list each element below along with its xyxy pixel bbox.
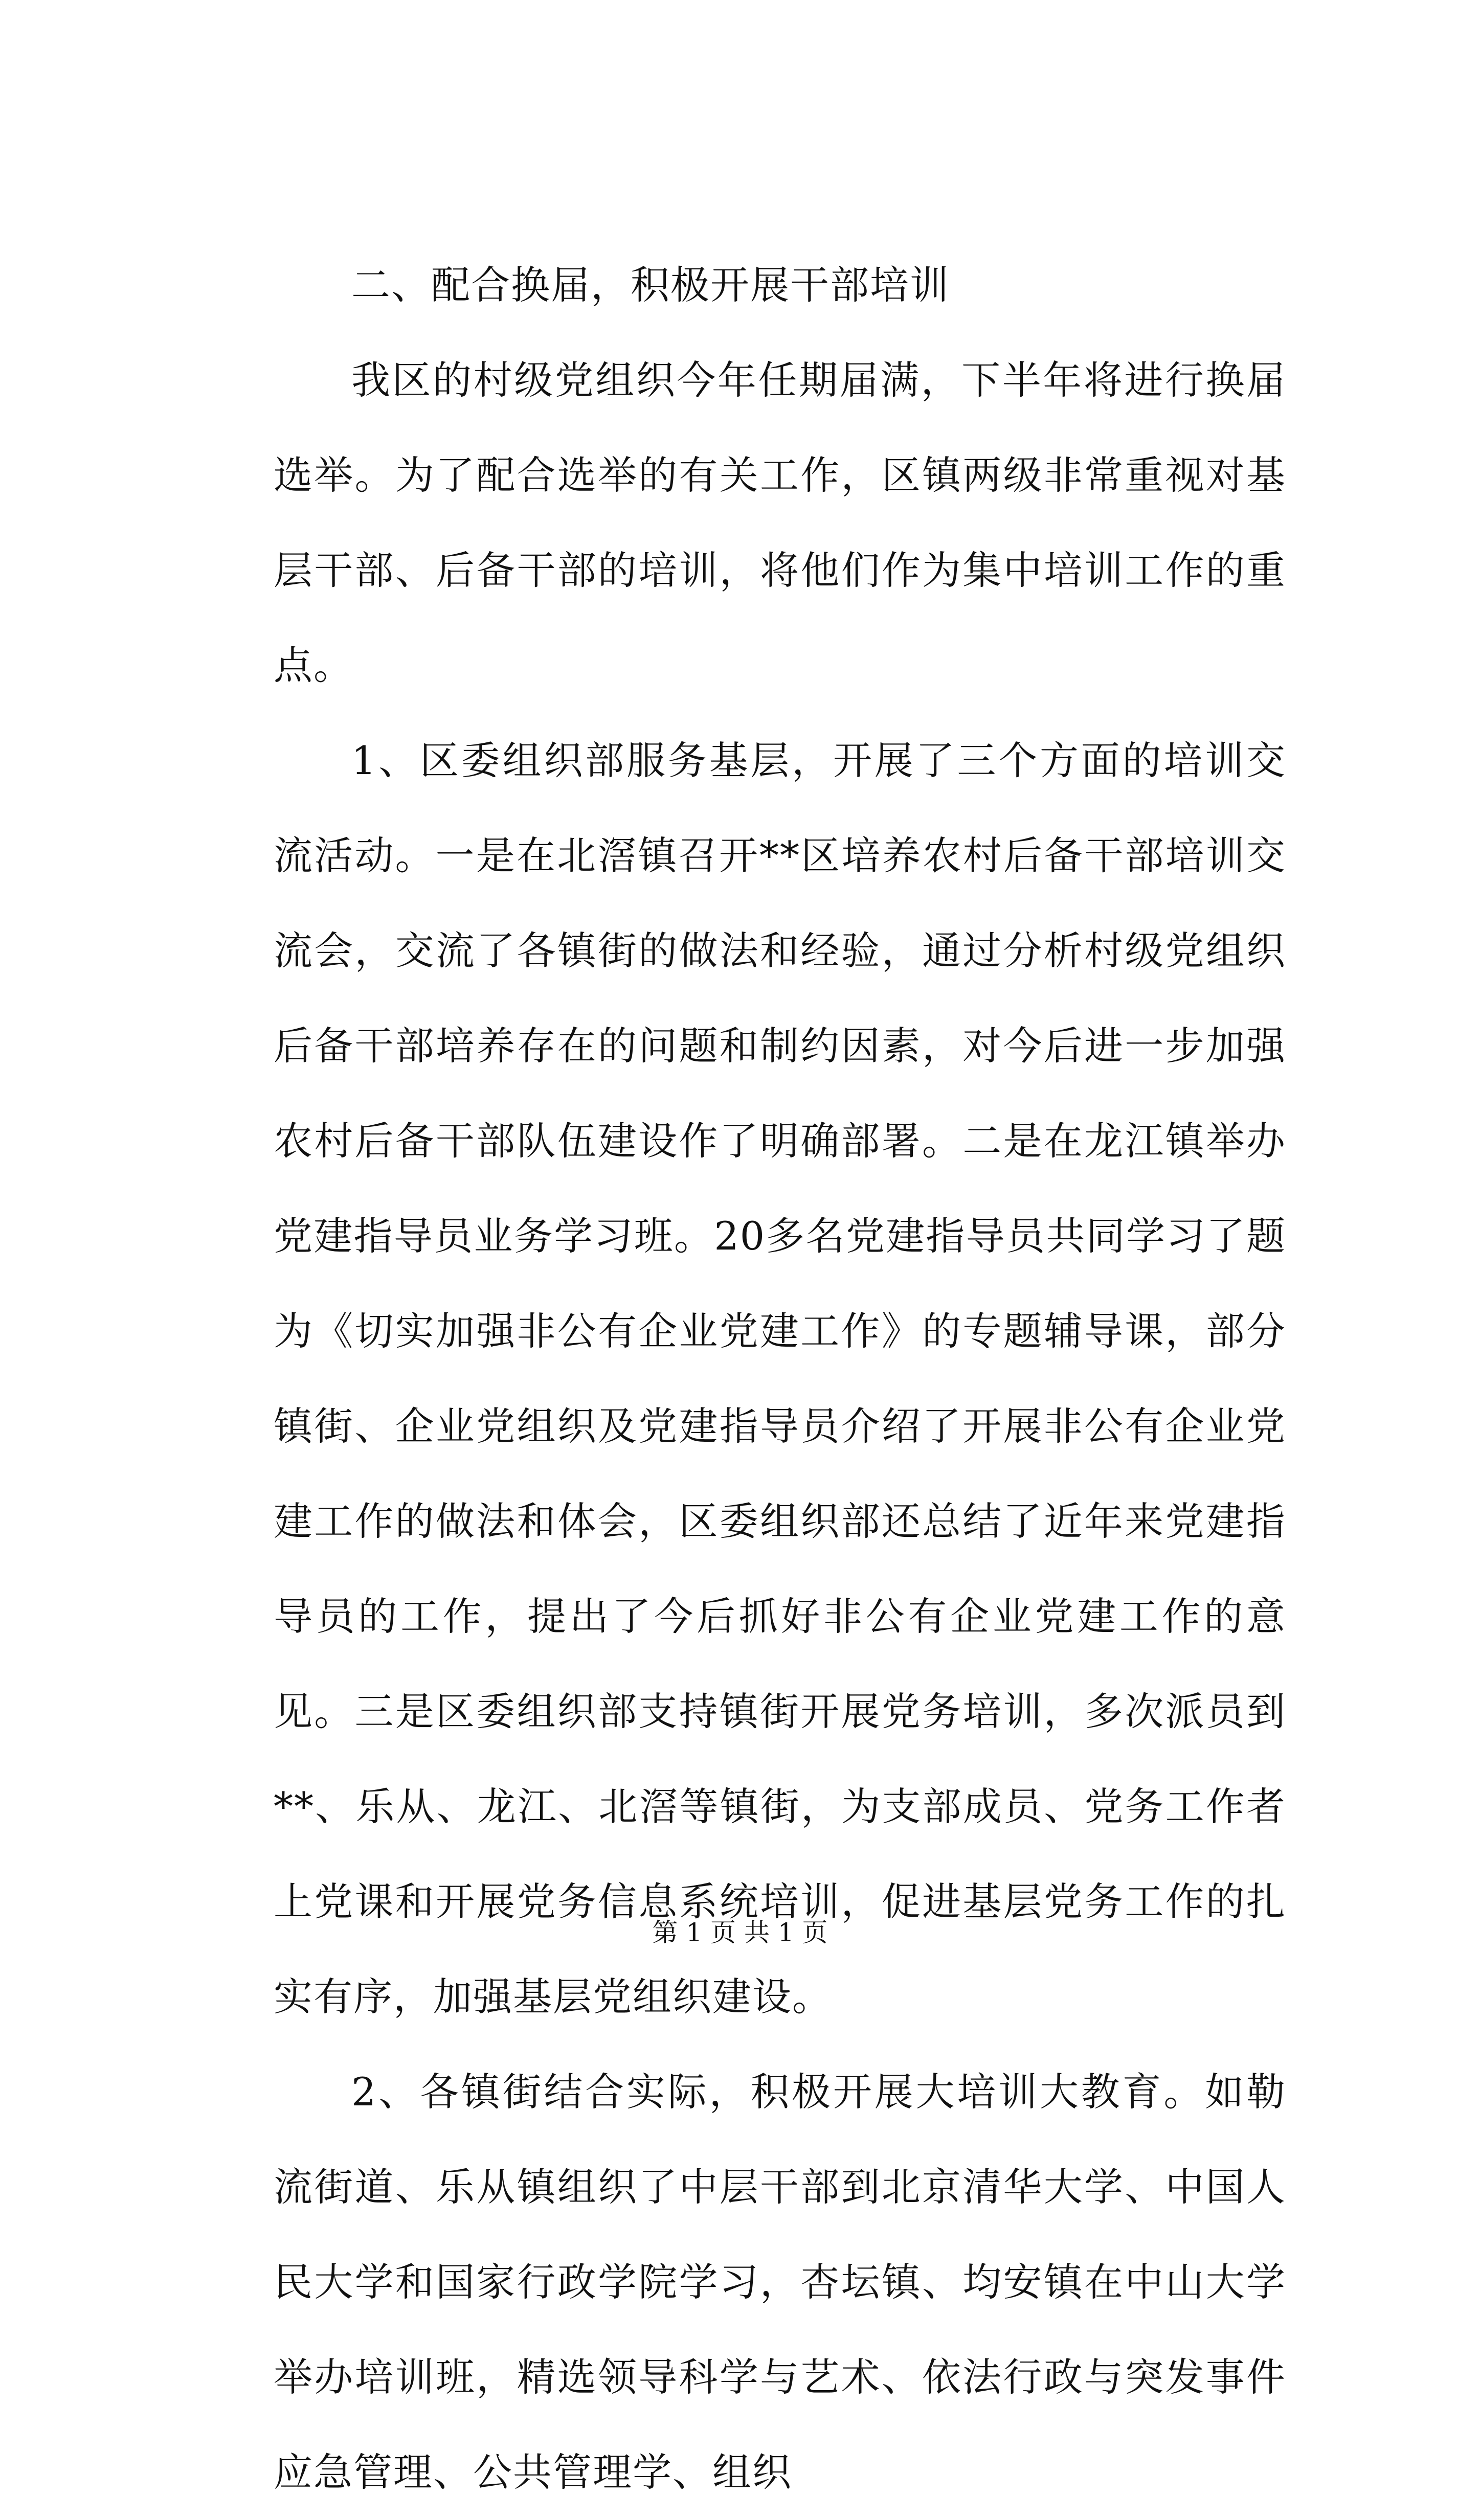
paragraph: 1、区委组织部服务基层，开展了三个方面的培训交流活动。一是在北滘镇召开**区培养农村后备干部培训交流会，交流了各镇街的做法和经验，通过分析村级党组织后备干部培养存在的问题和制约因素，对今后进一步加强农村后备干部队伍建设作了明确部署。二是在龙江镇举办党建指导员业务学习班。20多名党建指导员共同学习了题为《切实加强非公有企业党建工作》的专题辅导课，部分镇街、企业党组织及党建指导员介绍了开展非公有企业党建工作的做法和体会，区委组织部还总结了近年来党建指导员的工作，提出了今后抓好非公有企业党建工作的意见。三是区委组织部支持镇街开展党务培训，多次派员到**、乐从、龙江、北滘等镇街，为支部成员、党务工作者上党课和开展党务信息系统培训，促进基层党务工作的扎实有序，加强基层党组织建设。 xyxy=(274,738,1286,2019)
document-body xyxy=(274,238,1286,2520)
section-heading: 二、配合换届，积极开展干部培训 xyxy=(351,262,950,308)
page-footer: 第 1 页 共 1 页 xyxy=(652,1918,828,1947)
paragraph: 2、各镇街结合实际，积极开展大培训大教育。如勒流街道、乐从镇组织了中层干部到北京清华大学、中国人民大学和国家行政学院学习，杏坛镇、均安镇在中山大学举办培训班，精选领导科学与艺术、依法行政与突发事件应急管理、公共管理学、组织 xyxy=(274,2069,1286,2495)
paragraph: 我区的村级党组织今年任期届满，下半年将进行换届选举。为了配合选举的有关工作，区镇两级非常重视对基层干部、后备干部的培训，将他们作为集中培训工作的重点。 xyxy=(274,357,1286,688)
